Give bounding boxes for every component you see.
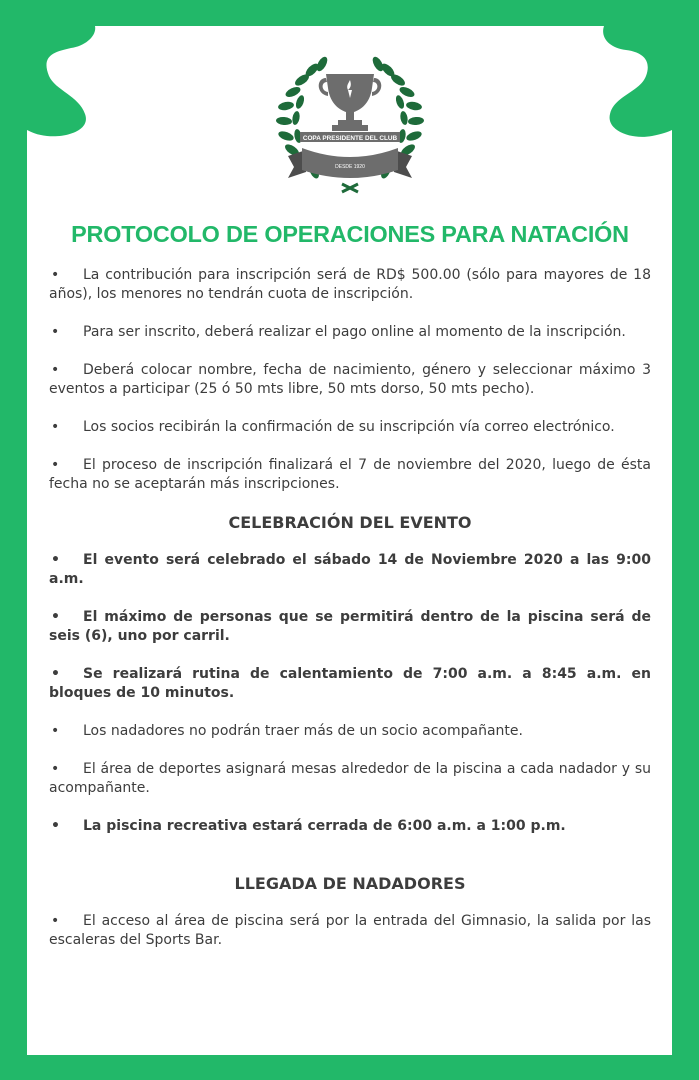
svg-text:COPA PRESIDENTE DEL CLUB: COPA PRESIDENTE DEL CLUB <box>302 135 398 142</box>
celebration-list <box>49 551 651 855</box>
list-item <box>49 456 651 494</box>
section-heading-celebration: CELEBRACIÓN DEL EVENTO <box>228 513 472 532</box>
bullet-icon: • <box>51 913 60 929</box>
list-item-text: Se realizará rutina de calentamiento de 7:00 a.m. a 8:45 a.m. en bloques de 10 minutos. <box>49 666 651 701</box>
bullet-icon: • <box>51 457 60 473</box>
list-item-text: Deberá colocar nombre, fecha de nacimiento, género y seleccionar máximo 3 eventos a participar (25 ó 50 mts libre, 50 mts dorso, 50 mts pecho). <box>49 362 651 397</box>
protocol-content <box>49 221 651 969</box>
list-item <box>49 266 651 304</box>
list-item <box>49 817 651 836</box>
arrival-list <box>49 912 651 969</box>
list-item <box>49 608 651 646</box>
list-item-text: El evento será celebrado el sábado 14 de Noviembre 2020 a las 9:00 a.m. <box>49 552 651 587</box>
bullet-icon: • <box>51 666 60 682</box>
list-item-text: El acceso al área de piscina será por la entrada del Gimnasio, la salida por las escaleras del Sports Bar. <box>49 913 651 948</box>
list-item-text: La piscina recreativa estará cerrada de 6:00 a.m. a 1:00 p.m. <box>83 818 566 834</box>
list-item-text: Los socios recibirán la confirmación de su inscripción vía correo electrónico. <box>83 419 615 435</box>
top-right-blob <box>592 26 672 156</box>
bullet-icon: • <box>51 419 60 435</box>
bullet-icon: • <box>51 723 60 739</box>
intro-list <box>49 266 651 513</box>
list-item-text: La contribución para inscripción será de RD$ 500.00 (sólo para mayores de 18 años), los menores no tendrán cuota de inscripción. <box>49 267 651 302</box>
list-item <box>49 551 651 589</box>
page-title: PROTOCOLO DE OPERACIONES PARA NATACIÓN <box>71 221 629 247</box>
list-item <box>49 361 651 399</box>
bullet-icon: • <box>51 761 60 777</box>
bullet-icon: • <box>51 267 60 283</box>
list-item-text: Los nadadores no podrán traer más de un socio acompañante. <box>83 723 523 739</box>
list-item <box>49 418 651 437</box>
bullet-icon: • <box>51 324 60 340</box>
list-item-text: Para ser inscrito, deberá realizar el pago online al momento de la inscripción. <box>83 324 626 340</box>
bullet-icon: • <box>51 362 60 378</box>
club-logo <box>276 52 424 197</box>
list-item <box>49 912 651 950</box>
bullet-icon: • <box>51 552 60 568</box>
bullet-icon: • <box>51 818 60 834</box>
section-heading-arrival: LLEGADA DE NADADORES <box>234 874 466 893</box>
list-item <box>49 760 651 798</box>
bullet-icon: • <box>51 609 60 625</box>
list-item-text: El proceso de inscripción finalizará el 7 de noviembre del 2020, luego de ésta fecha no se aceptarán más inscripciones. <box>49 457 651 492</box>
list-item-text: El máximo de personas que se permitirá dentro de la piscina será de seis (6), uno por carril. <box>49 609 651 644</box>
list-item <box>49 665 651 703</box>
list-item <box>49 323 651 342</box>
top-left-blob <box>27 26 107 156</box>
list-item <box>49 722 651 741</box>
svg-text:DESDE 1920: DESDE 1920 <box>335 164 365 170</box>
trophy-laurel-icon <box>276 52 424 197</box>
list-item-text: El área de deportes asignará mesas alrededor de la piscina a cada nadador y su acompañante. <box>49 761 651 796</box>
